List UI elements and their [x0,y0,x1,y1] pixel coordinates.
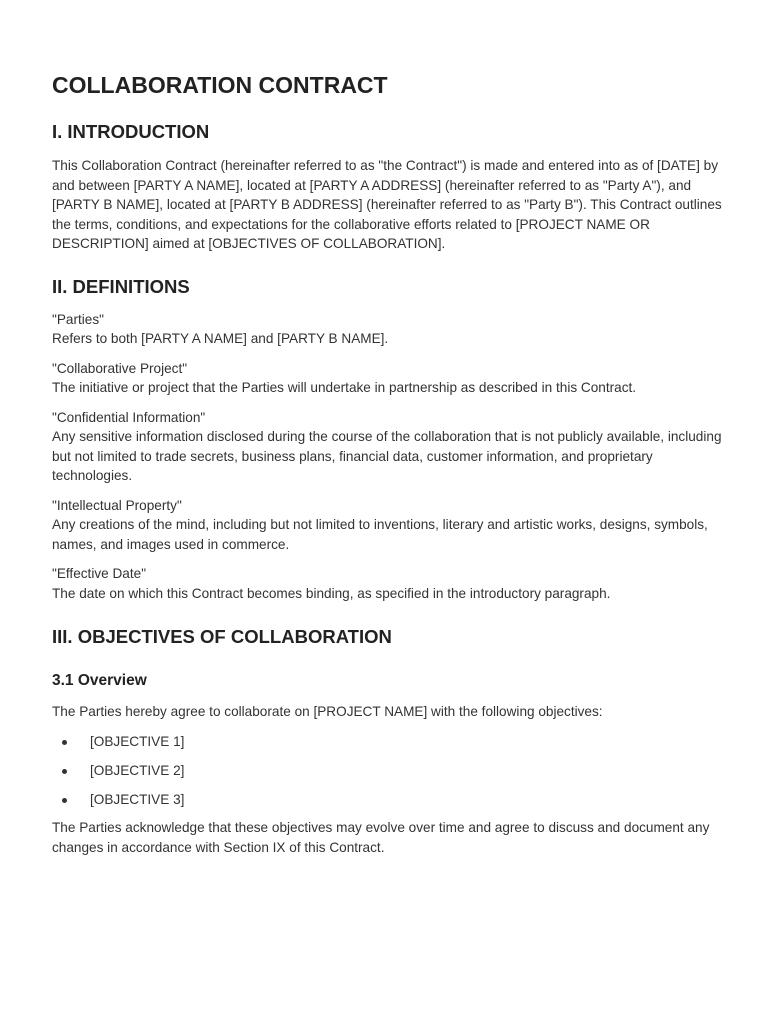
definition-item-effective-date [52,564,730,603]
definition-term: "Intellectual Property" [52,497,182,513]
list-item [52,790,730,810]
list-item [52,761,730,781]
section-heading-definitions: II. DEFINITIONS [52,275,190,297]
objective-text: [OBJECTIVE 3] [90,791,185,807]
objective-text: [OBJECTIVE 2] [90,762,185,778]
definition-text: The initiative or project that the Parties will undertake in partnership as described in this Contract. [52,380,637,395]
objectives-closing-paragraph: The Parties acknowledge that these objectives may evolve over time and agree to discuss and document any changes in accordance with Section IX of this Contract. [52,820,710,855]
definition-term: "Parties" [52,311,104,327]
definition-item-confidential-information [52,408,730,486]
definition-term: "Collaborative Project" [52,360,188,376]
definition-item-intellectual-property [52,496,730,555]
objectives-list [52,732,730,810]
definition-text: Any sensitive information disclosed during the course of the collaboration that is not publicly available, including but not limited to trade secrets, business plans, financial data, customer information, and proprietary technologies. [52,429,722,483]
definition-text: The date on which this Contract becomes binding, as specified in the introductory paragraph. [52,585,611,601]
objectives-intro-paragraph: The Parties hereby agree to collaborate on [PROJECT NAME] with the following objectives: [52,704,603,719]
definition-term: "Confidential Information" [52,409,206,425]
subsection-heading-overview: 3.1 Overview [52,672,147,689]
definition-item-parties [52,310,730,349]
section-heading-introduction: I. INTRODUCTION [52,121,210,142]
definition-term: "Effective Date" [52,566,147,581]
definition-text: Refers to both [PARTY A NAME] and [PARTY B NAME]. [52,331,389,346]
bullet-icon [62,769,67,774]
introduction-paragraph: This Collaboration Contract (hereinafter referred to as "the Contract") is made and entered into as of [DATE] by and between [PARTY A NAME], located at [PARTY A ADDRESS] (hereinafter referred to as "Party A"), and [PARTY B NAME], located at [PARTY B ADDRESS] (hereinafter referred to as "Party B"). This Contract outlines the terms, conditions, and expectations for the collaborative efforts related to [PROJECT NAME OR DESCRIPTION] aimed at [OBJECTIVES OF COLLABORATION]. [52,158,722,251]
section-heading-objectives: III. OBJECTIVES OF COLLABORATION [52,626,392,647]
definition-item-collaborative-project [52,359,730,398]
objective-text: [OBJECTIVE 1] [90,733,185,749]
document-title: COLLABORATION CONTRACT [52,72,388,98]
definition-text: Any creations of the mind, including but not limited to inventions, literary and artistic works, designs, symbols, names, and images used in commerce. [52,517,708,552]
list-item [52,732,730,752]
bullet-icon [62,740,67,745]
bullet-icon [62,798,67,803]
